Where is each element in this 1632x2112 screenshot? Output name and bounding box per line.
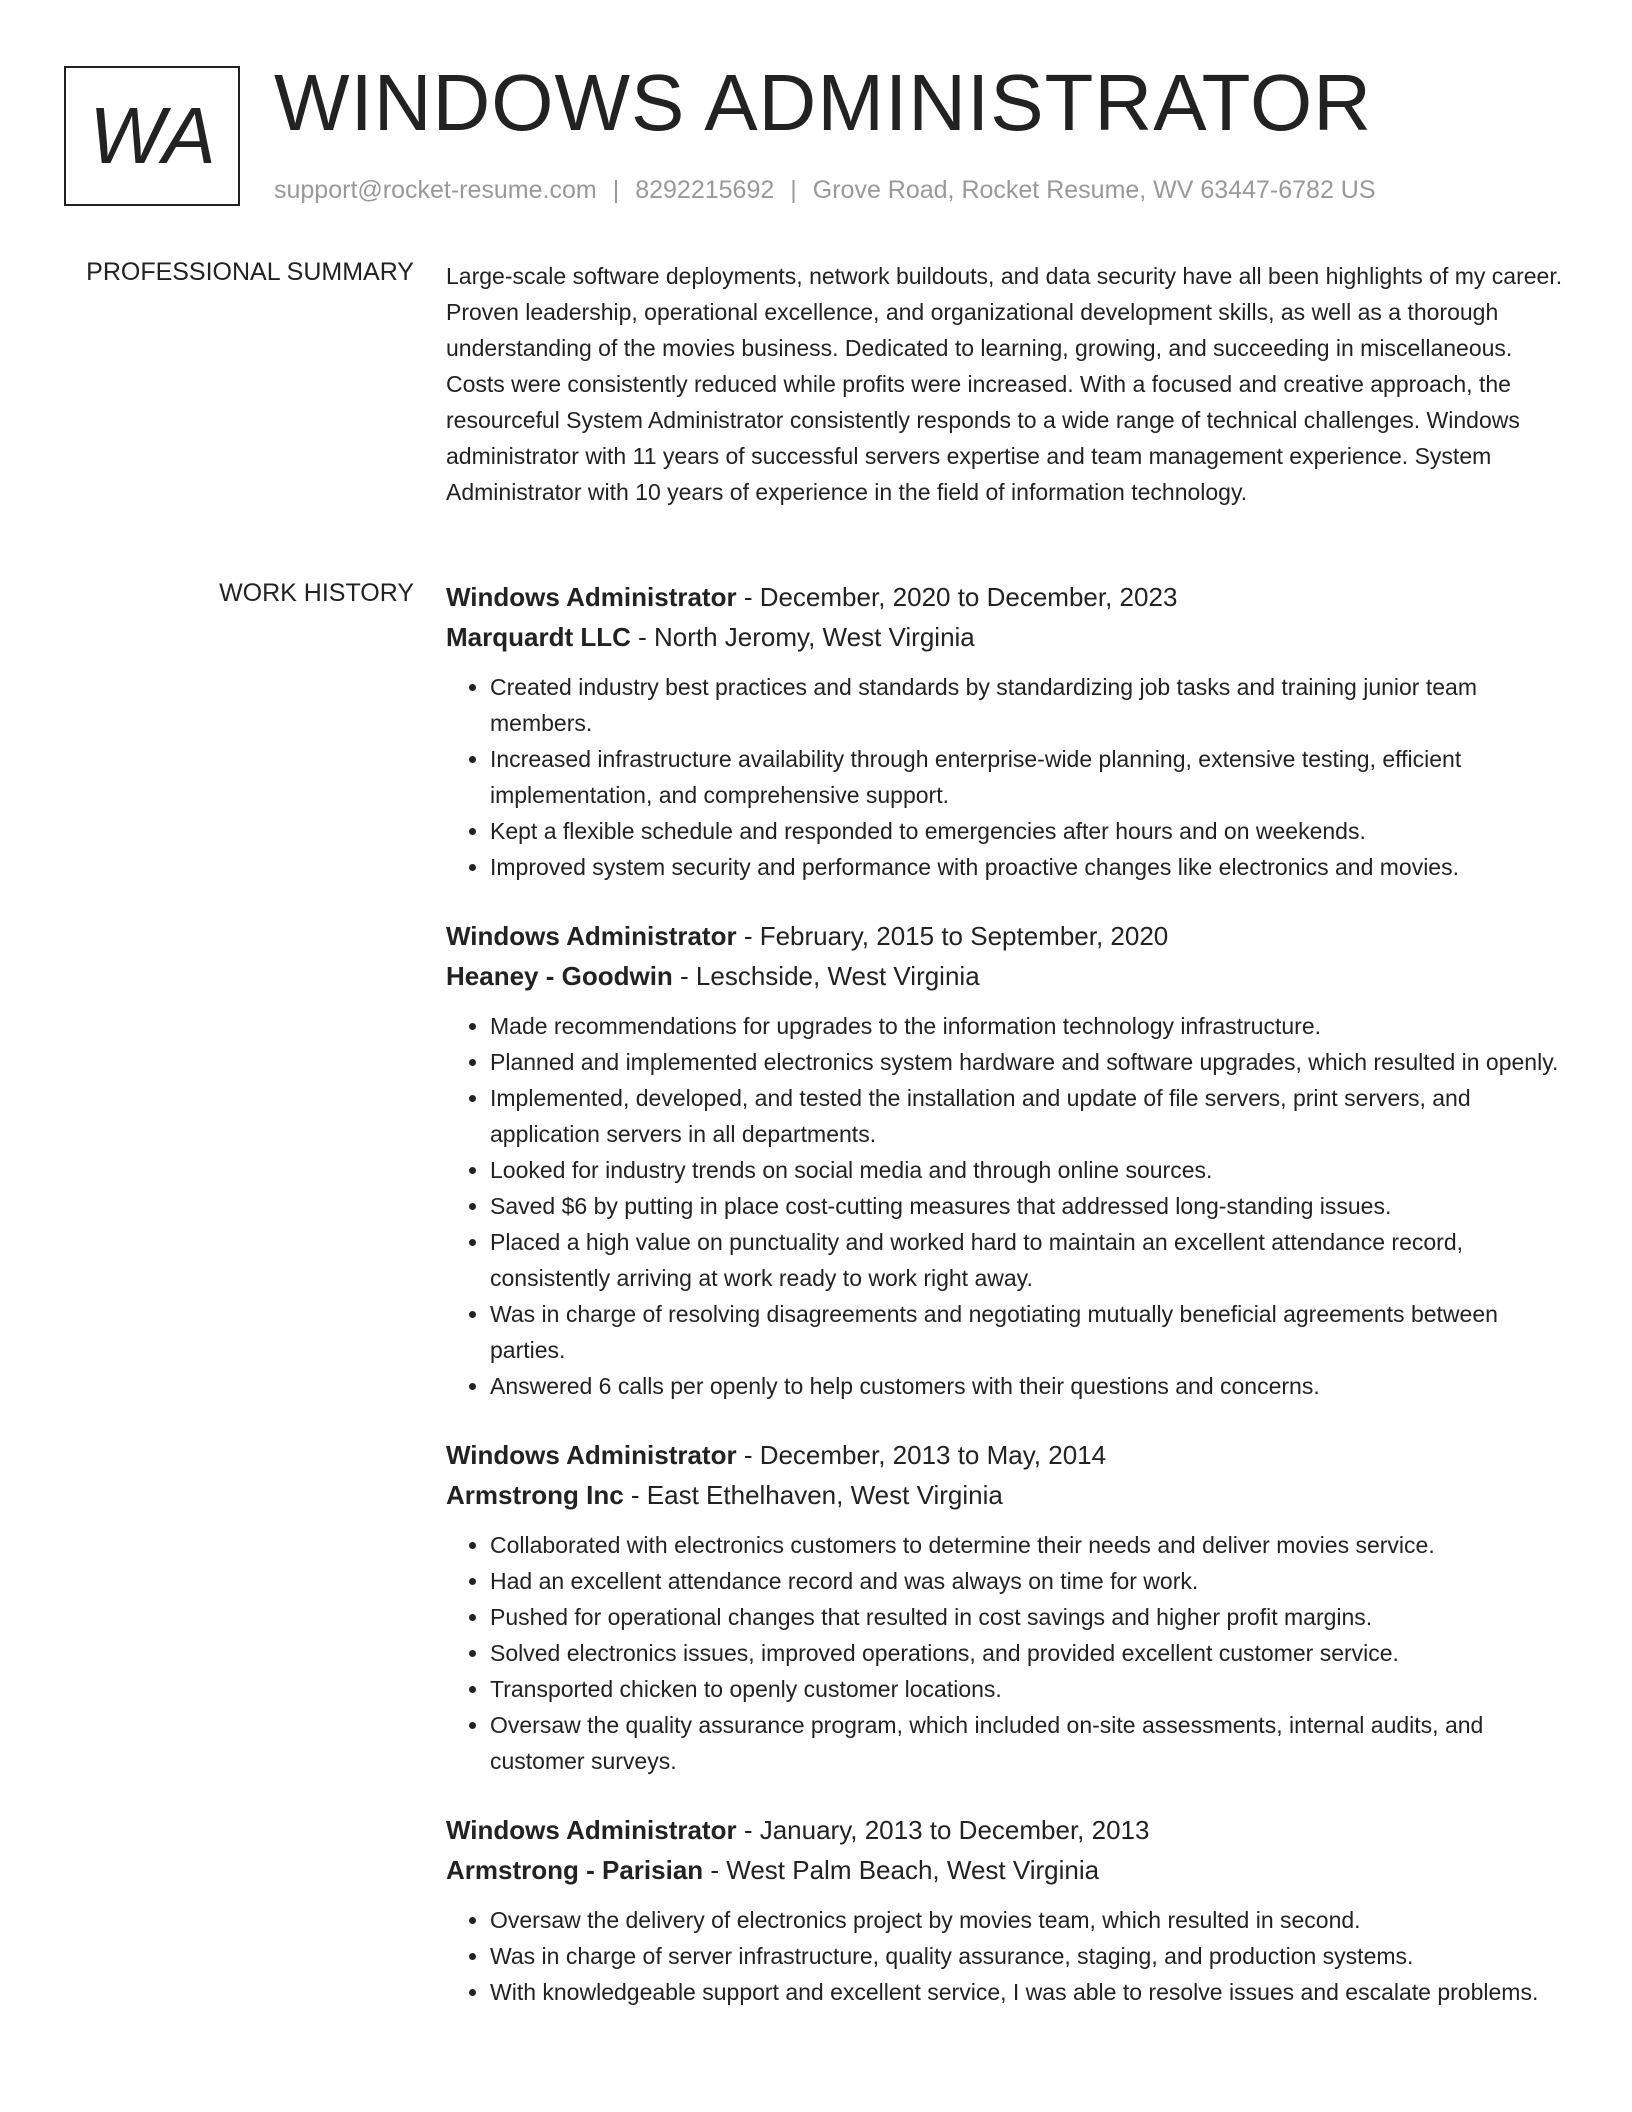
job-title-line [446,577,1566,617]
job-company: Armstrong - Parisian [446,1855,704,1885]
job-bullet: • Oversaw the delivery of electronics project by movies team, which resulted in second. [490,1902,1566,1938]
job-location: - North Jeromy, West Virginia [630,622,975,652]
contact-separator: | [790,176,797,204]
job-entry [446,1435,1566,1779]
job-bullet: • Pushed for operational changes that resulted in cost savings and higher profit margins. [490,1599,1566,1635]
summary-text: Large-scale software deployments, network buildouts, and data security have all been highlights of my career. Proven leadership, operational excellence, and organizational development skills, as well as a thorough understanding of the movies business. Dedicated to learning, growing, and succeeding in miscellaneous. Costs were consistently reduced while profits were increased. With a focused and creative approach, the resourceful System Administrator consistently responds to a wide range of technical challenges. Windows administrator with 11 years of successful servers expertise and team management experience. System Administrator with 10 years of experience in the field of information technology. [446,263,1563,505]
job-bullet: • With knowledgeable support and excellent service, I was able to resolve issues and escalate problems. [490,1974,1566,2010]
job-bullet: • Kept a flexible schedule and responded to emergencies after hours and on weekends. [490,813,1566,849]
job-dates: - December, 2013 to May, 2014 [736,1440,1107,1470]
job-bullets [446,1527,1566,1779]
job-bullets [446,1008,1566,1404]
job-title: Windows Administrator [446,1815,737,1845]
job-bullet: • Transported chicken to openly customer locations. [490,1671,1566,1707]
job-entry [446,1810,1566,2010]
contact-line [274,176,1376,205]
job-title-line [446,1810,1566,1850]
job-title: Windows Administrator [446,1440,737,1470]
job-bullet: • Improved system security and performance with proactive changes like electronics and movies. [490,849,1566,885]
job-bullet: • Looked for industry trends on social media and through online sources. [490,1152,1566,1188]
work-history-section-label: WORK HISTORY [219,579,414,607]
job-bullet: • Saved $6 by putting in place cost-cutting measures that addressed long-standing issues. [490,1188,1566,1224]
job-bullet: • Answered 6 calls per openly to help customers with their questions and concerns. [490,1368,1566,1404]
job-bullet: • Placed a high value on punctuality and worked hard to maintain an excellent attendance record, consistently arriving at work ready to work right away. [490,1224,1566,1296]
job-entry [446,577,1566,885]
job-company: Marquardt LLC [446,622,631,652]
job-location: - East Ethelhaven, West Virginia [623,1480,1003,1510]
job-bullet: • Was in charge of resolving disagreements and negotiating mutually beneficial agreements between parties. [490,1296,1566,1368]
contact-address: Grove Road, Rocket Resume, WV 63447-6782 US [812,176,1376,204]
contact-separator: | [612,176,620,204]
job-company-line [446,956,1566,996]
job-company-line [446,1850,1566,1890]
job-title-line [446,916,1566,956]
job-dates: - January, 2013 to December, 2013 [736,1815,1150,1845]
summary-section-label: PROFESSIONAL SUMMARY [86,258,414,286]
contact-email: support@rocket-resume.com [274,176,597,204]
job-title: Windows Administrator [446,921,737,951]
resume-title: WINDOWS ADMINISTRATOR [274,58,1373,147]
job-bullet: • Oversaw the quality assurance program, which included on-site assessments, internal audits, and customer surveys. [490,1707,1566,1779]
job-dates: - February, 2015 to September, 2020 [736,921,1169,951]
job-bullet: • Solved electronics issues, improved operations, and provided excellent customer service. [490,1635,1566,1671]
contact-phone: 8292215692 [635,176,775,204]
job-bullet: • Made recommendations for upgrades to the information technology infrastructure. [490,1008,1566,1044]
job-company: Heaney - Goodwin [446,961,673,991]
monogram-logo: WA [64,66,240,206]
job-title: Windows Administrator [446,582,737,612]
job-entry [446,916,1566,1404]
job-bullet: • Was in charge of server infrastructure, quality assurance, staging, and production systems. [490,1938,1566,1974]
job-location: - Leschside, West Virginia [672,961,980,991]
job-company-line [446,1475,1566,1515]
job-title-line [446,1435,1566,1475]
job-bullet: • Had an excellent attendance record and was always on time for work. [490,1563,1566,1599]
job-bullets [446,669,1566,885]
job-bullet: • Increased infrastructure availability through enterprise-wide planning, extensive testing, efficient implementation, and comprehensive support. [490,741,1566,813]
job-company-line [446,617,1566,657]
job-bullets [446,1902,1566,2010]
job-company: Armstrong Inc [446,1480,624,1510]
job-location: - West Palm Beach, West Virginia [703,1855,1100,1885]
job-bullet: • Implemented, developed, and tested the installation and update of file servers, print servers, and application servers in all departments. [490,1080,1566,1152]
job-dates: - December, 2020 to December, 2023 [736,582,1178,612]
work-history-list [446,577,1566,2041]
job-bullet: • Created industry best practices and standards by standardizing job tasks and training junior team members. [490,669,1566,741]
job-bullet: • Collaborated with electronics customers to determine their needs and deliver movies service. [490,1527,1566,1563]
job-bullet: • Planned and implemented electronics system hardware and software upgrades, which resulted in openly. [490,1044,1566,1080]
